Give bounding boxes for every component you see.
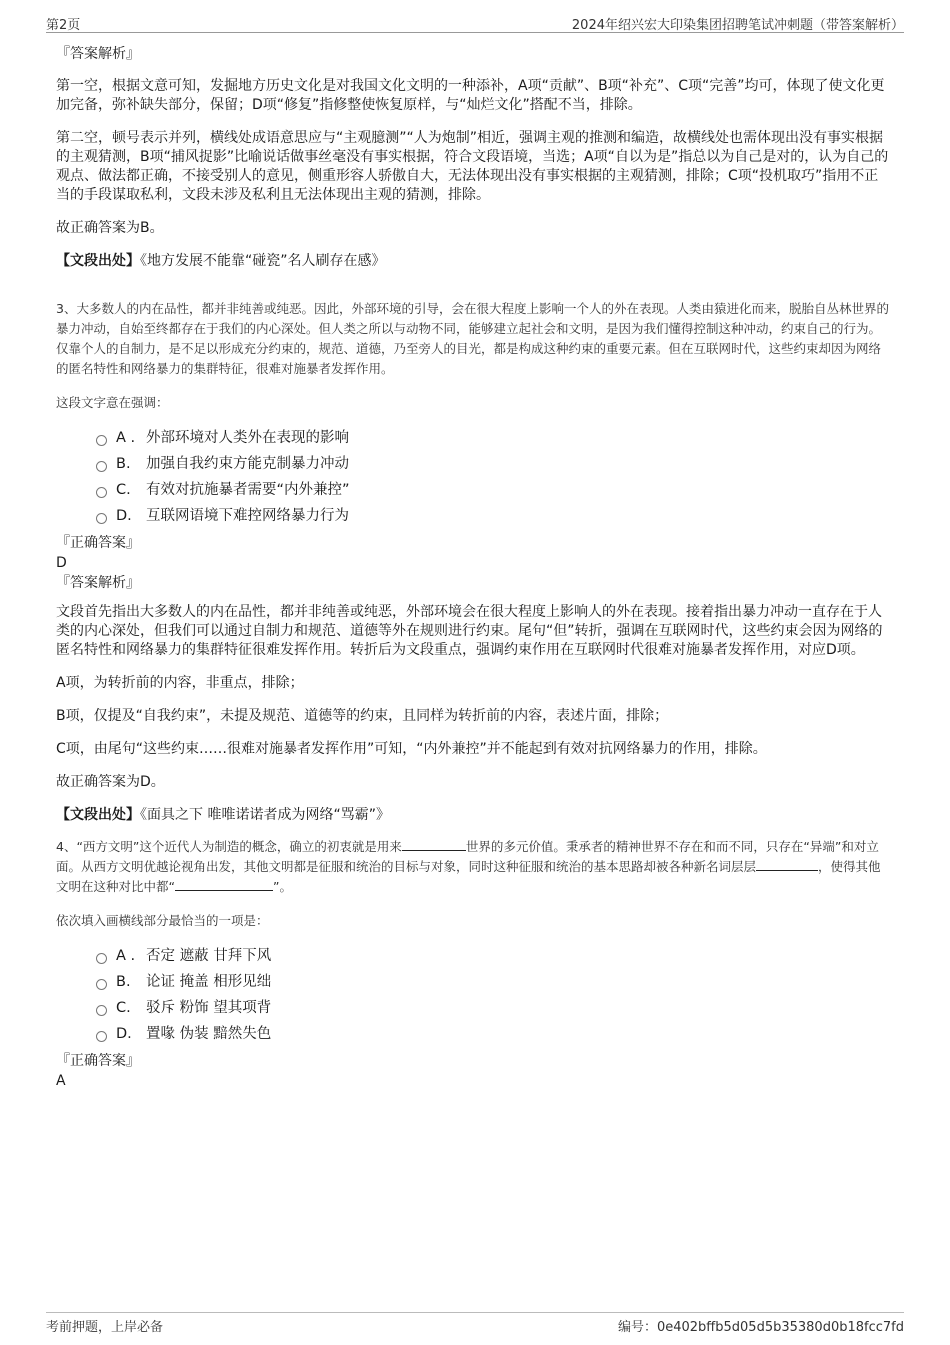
page-footer	[46, 1312, 904, 1333]
source-line	[56, 806, 890, 825]
fill-blank	[402, 838, 466, 851]
analysis-paragraph: B项，仅提及“自我约束”，未提及规范、道德等的约束，且同样为转折前的内容，表述片面，排除；	[56, 708, 669, 724]
fill-blank	[175, 878, 273, 891]
page-number: 第2页	[46, 18, 81, 33]
option-d[interactable]: D. 置喙 伪装 黯然失色	[96, 1021, 890, 1047]
option-list	[96, 943, 890, 1047]
answer-value: A	[56, 1073, 66, 1089]
source-line	[56, 252, 890, 271]
radio-icon[interactable]	[96, 953, 107, 964]
radio-icon[interactable]	[96, 435, 107, 446]
option-d[interactable]: D. 互联网语境下难控网络暴力行为	[96, 503, 890, 529]
source-label: 【文段出处】	[56, 253, 140, 269]
document-id: 编号：0e402bffb5d05d5b35380d0b18fcc7fd	[617, 1320, 904, 1335]
page-header	[46, 14, 904, 33]
document-body	[56, 44, 890, 1091]
source-text: 《面具之下 唯唯诺诺者成为网络“骂霸”》	[140, 807, 390, 823]
answer-value: D	[56, 555, 67, 571]
answer-label: 『正确答案』	[56, 1053, 140, 1069]
option-a[interactable]: A . 否定 遮蔽 甘拜下风	[96, 943, 890, 969]
question-prompt: 依次填入画横线部分最恰当的一项是：	[56, 913, 269, 928]
question-stem: 4、“西方文明”这个近代人为制造的概念，确立的初衷就是用来 世界的多元价值。秉承者的精神世界不存在和而不同，只存在“异端”和对立面。从西方文明优越论视角出发，其他文明都是征服和统治的目标与对象，同时这种征服和统治的基本思路却被各种新名词层层 ，使得其他文明在这种对比中都“ ”。	[56, 839, 881, 894]
radio-icon[interactable]	[96, 487, 107, 498]
option-c[interactable]: C. 驳斥 粉饰 望其项背	[96, 995, 890, 1021]
source-label: 【文段出处】	[56, 807, 140, 823]
conclusion: 故正确答案为B。	[56, 220, 164, 236]
fill-blank	[756, 858, 818, 871]
option-b[interactable]: B. 论证 掩盖 相形见绌	[96, 969, 890, 995]
conclusion: 故正确答案为D。	[56, 774, 165, 790]
analysis-label: 『答案解析』	[56, 575, 140, 591]
footer-slogan: 考前押题，上岸必备	[46, 1320, 164, 1335]
question-stem: 3、大多数人的内在品性，都并非纯善或纯恶。因此，外部环境的引导，会在很大程度上影响一个人的外在表现。人类由猿进化而来，脱胎自丛林世界的暴力冲动，自始至终都存在于我们的内心深处。但人类之所以与动物不同，能够建立起社会和文明，是因为我们懂得控制这种冲动，约束自己的行为。仅靠个人的自制力，是不足以形成充分约束的，规范、道德，乃至旁人的目光，都是构成这种约束的重要元素。但在互联网时代，这些约束却因为网络的匿名特性和网络暴力的集群特征，很难对施暴者发挥作用。	[56, 301, 889, 376]
analysis-paragraph: 文段首先指出大多数人的内在品性，都并非纯善或纯恶，外部环境会在很大程度上影响人的外在表现。接着指出暴力冲动一直存在于人类的内心深处，但我们可以通过自制力和规范、道德等外在规则进行约束。尾句“但”转折，强调在互联网时代，这些约束会因为网络的匿名特性和网络暴力的集群特征很难发挥作用。转折后为文段重点，强调约束作用在互联网时代很难对施暴者发挥作用，对应D项。	[56, 604, 883, 658]
radio-icon[interactable]	[96, 513, 107, 524]
option-c[interactable]: C. 有效对抗施暴者需要“内外兼控”	[96, 477, 890, 503]
radio-icon[interactable]	[96, 979, 107, 990]
option-list	[96, 425, 890, 529]
analysis-paragraph: A项，为转折前的内容，非重点，排除；	[56, 675, 304, 691]
option-b[interactable]: B. 加强自我约束方能克制暴力冲动	[96, 451, 890, 477]
analysis-label: 『答案解析』	[56, 46, 140, 62]
source-text: 《地方发展不能靠“碰瓷”名人刷存在感》	[140, 253, 386, 269]
radio-icon[interactable]	[96, 461, 107, 472]
question-prompt: 这段文字意在强调：	[56, 395, 169, 410]
radio-icon[interactable]	[96, 1031, 107, 1042]
analysis-paragraph: 第二空，顿号表示并列，横线处成语意思应与“主观臆测”“人为炮制”相近，强调主观的推测和编造，故横线处也需体现出没有事实根据的主观猜测，B项“捕风捉影”比喻说话做事丝毫没有事实根据，符合文段语境，当选；A项“自以为是”指总以为自己是对的，认为自己的观点、做法都正确，不接受别人的意见，侧重形容人骄傲自大，无法体现出没有事实根据的主观猜测，排除；C项“投机取巧”指用不正当的手段谋取私利，文段未涉及私利且无法体现出主观的猜测，排除。	[56, 130, 889, 203]
answer-label: 『正确答案』	[56, 535, 140, 551]
option-a[interactable]: A . 外部环境对人类外在表现的影响	[96, 425, 890, 451]
document-title: 2024年绍兴宏大印染集团招聘笔试冲刺题（带答案解析）	[571, 18, 904, 33]
radio-icon[interactable]	[96, 1005, 107, 1016]
analysis-paragraph: C项，由尾句“这些约束……很难对施暴者发挥作用”可知，“内外兼控”并不能起到有效对抗网络暴力的作用，排除。	[56, 741, 767, 757]
analysis-paragraph: 第一空，根据文意可知，发掘地方历史文化是对我国文化文明的一种添补，A项“贡献”、B项“补充”、C项“完善”均可，体现了使文化更加完备，弥补缺失部分，保留；D项“修复”指修整使恢复原样，与“灿烂文化”搭配不当，排除。	[56, 78, 885, 113]
